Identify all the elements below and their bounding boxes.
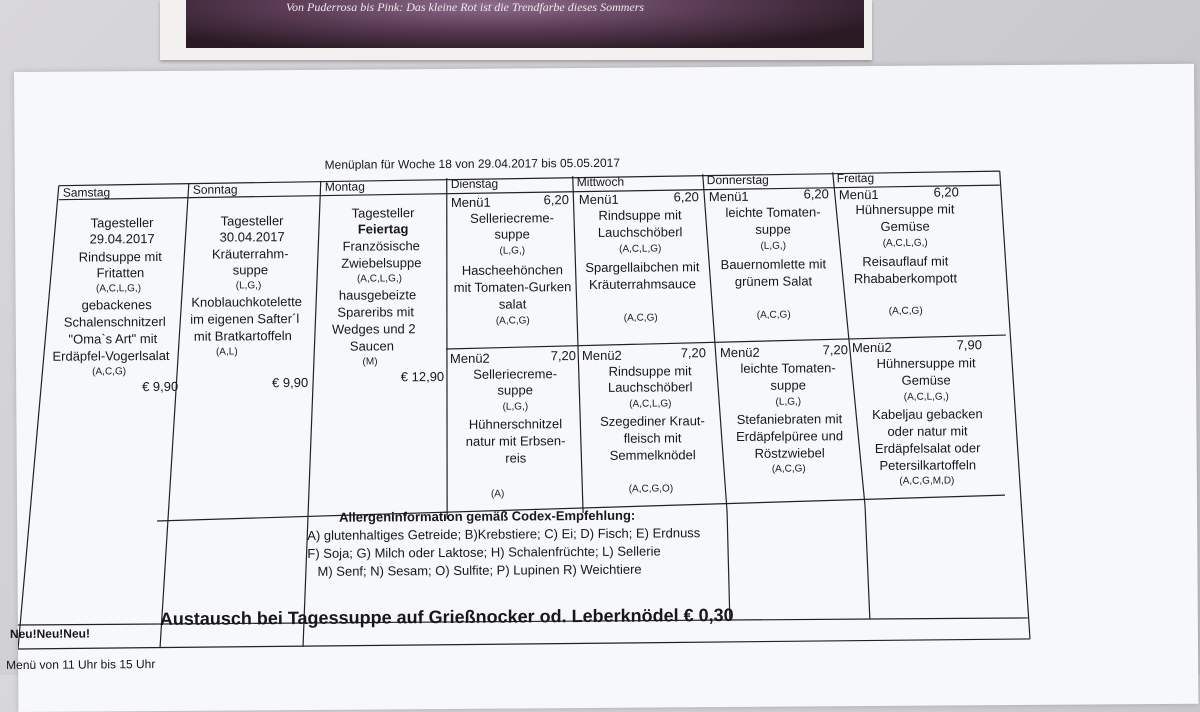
dienstag-menu2-allergens-soup: (L,G,) [502, 401, 529, 413]
freitag-menu1-line: Hühnersuppe mit [855, 201, 955, 218]
samstag-price: € 9,90 [141, 378, 179, 395]
donnerstag-menu1-main-line: Bauernomlette mit [720, 256, 827, 273]
samstag-main-line: Schalenschnitzerl [63, 313, 166, 330]
donnerstag-menu2-allergens-main: (A,C,G) [771, 463, 806, 475]
day-header-samstag: Samstag [62, 185, 111, 200]
donnerstag-menu1-allergens-main: (A,C,G) [756, 309, 791, 321]
montag-allergens-soup: (A,C,L,G,) [356, 273, 402, 285]
montag-main-line: Spareribs mit [337, 304, 415, 320]
freitag-menu2-allergens-main: (A,C,G,M,D) [899, 475, 955, 487]
dienstag-menu1-main-line: mit Tomaten-Gurken [453, 279, 572, 295]
donnerstag-menu2-line: suppe [770, 377, 806, 393]
new-label: Neu!Neu!Neu! [9, 626, 90, 642]
day-header-sonntag: Sonntag [192, 182, 238, 197]
allergen-info-line: A) glutenhaltiges Getreide; B)Krebstiere; C) Ei; D) Fisch; E) Erdnuss [307, 525, 701, 543]
freitag-menu2-price: 7,90 [956, 337, 982, 353]
freitag-menu1-line: Gemüse [880, 218, 930, 234]
opening-hours: Menü von 11 Uhr bis 15 Uhr [6, 657, 156, 673]
donnerstag-menu2-main-line: Erdäpfelpüree und [736, 428, 844, 444]
mittwoch-menu2-main-line: Szegediner Kraut- [600, 413, 705, 429]
samstag-date: 29.04.2017 [89, 231, 155, 247]
montag-holiday: Feiertag [357, 221, 409, 237]
montag-main-line: hausgebeizte [338, 287, 417, 303]
dienstag-menu1-line: suppe [494, 226, 530, 242]
donnerstag-menu2-allergens-soup: (L,G,) [775, 396, 802, 408]
magazine-cover-photo [186, 0, 864, 48]
mittwoch-menu2-line: Lauchschöberl [607, 379, 693, 395]
dienstag-menu1-main-line: Hascheehönchen [461, 262, 564, 278]
freitag-menu2-line: Hühnersuppe mit [876, 355, 976, 371]
dienstag-menu1-label: Menü1 [450, 194, 491, 210]
freitag-menu2-main-line: Kabeljau gebacken [872, 406, 983, 423]
dienstag-menu1-allergens-soup: (L,G,) [499, 245, 526, 257]
montag-price: € 12,90 [400, 369, 445, 385]
dienstag-menu2-price: 7,20 [550, 348, 577, 364]
allergen-info-line: F) Soja; G) Milch oder Laktose; H) Schalenfrüchte; L) Sellerie [307, 543, 661, 561]
samstag-soup-line: Rindsuppe mit [78, 248, 162, 265]
exchange-note: Austausch bei Tagessuppe auf Grießnocker od. Leberknödel € 0,30 [159, 604, 734, 629]
sonntag-main-line: mit Bratkartoffeln [193, 328, 292, 344]
freitag-menu2-line: Gemüse [901, 372, 951, 388]
mittwoch-menu2-main-line: fleisch mit [623, 430, 682, 446]
sonntag-date: 30.04.2017 [219, 229, 285, 245]
magazine [160, 0, 872, 60]
dienstag-menu2-main-line: reis [505, 450, 527, 466]
sonntag-main-line: im eigenen Safter´l [190, 311, 300, 327]
dienstag-menu2-line: Selleriecreme- [473, 366, 558, 382]
montag-allergens-main: (M) [362, 356, 378, 368]
dienstag-menu1-line: Selleriecreme- [470, 210, 554, 226]
magazine-headline: Von Puderrosa bis Pink: Das kleine Rot ist die Trendfarbe dieses Sommers [286, 0, 645, 14]
mittwoch-menu1-line: Lauchschöberl [597, 224, 683, 240]
freitag-menu2-allergens-soup: (A,C,L,G,) [903, 391, 949, 403]
dienstag-menu1-main-line: salat [498, 296, 527, 312]
freitag-menu1-main-line: Reisauflauf mit [862, 253, 949, 270]
freitag-menu2-label: Menü2 [851, 339, 892, 356]
sonntag-allergens-soup: (L,G,) [235, 280, 262, 292]
freitag-menu2-main-line: oder natur mit [887, 423, 968, 439]
donnerstag-menu2-label: Menü2 [719, 344, 760, 361]
dienstag-menu1-price: 6,20 [543, 192, 569, 208]
menu-title: Menüplan für Woche 18 von 29.04.2017 bis 05.05.2017 [324, 155, 621, 172]
mittwoch-menu2-allergens-soup: (A,C,L,G) [629, 398, 672, 410]
donnerstag-menu1-line: leichte Tomaten- [725, 204, 821, 221]
donnerstag-menu1-price: 6,20 [803, 186, 829, 202]
donnerstag-menu2-line: leichte Tomaten- [740, 360, 836, 376]
mittwoch-menu1-line: Rindsuppe mit [598, 207, 682, 223]
dienstag-menu2-label: Menü2 [449, 350, 490, 366]
day-header-donnerstag: Donnerstag [706, 172, 769, 188]
mittwoch-menu1-main-line: Spargellaibchen mit [585, 259, 700, 276]
montag-main-line: Wedges und 2 [331, 321, 416, 337]
freitag-menu1-main-line: Rhababerkompott [853, 270, 958, 287]
samstag-soup-line: Fritatten [96, 265, 145, 281]
mittwoch-menu2-allergens-main: (A,C,G,O) [628, 483, 674, 495]
donnerstag-menu1-label: Menü1 [708, 188, 749, 205]
dienstag-menu1-allergens-main: (A,C,G) [495, 315, 530, 327]
sonntag-label: Tagesteller [220, 213, 284, 229]
sonntag-soup-line: Kräuterrahm- [211, 246, 289, 262]
samstag-label: Tagesteller [90, 215, 154, 231]
day-header-freitag: Freitag [836, 170, 875, 186]
menu-sheet [6, 64, 1198, 712]
day-header-montag: Montag [324, 179, 365, 194]
donnerstag-menu2-price: 7,20 [822, 342, 849, 358]
mittwoch-menu2-main-line: Semmelknödel [609, 447, 696, 463]
samstag-allergens-main: (A,C,G) [92, 366, 127, 378]
mittwoch-menu2-line: Rindsuppe mit [608, 363, 692, 379]
dienstag-menu2-main-line: natur mit Erbsen- [465, 433, 566, 449]
donnerstag-menu1-line: suppe [755, 221, 791, 237]
mittwoch-menu1-price: 6,20 [673, 189, 699, 205]
dienstag-menu2-line: suppe [497, 382, 533, 398]
allergen-info-line: M) Senf; N) Sesam; O) Sulfite; P) Lupinen R) Weichtiere [317, 561, 642, 579]
donnerstag-menu1-allergens-soup: (L,G,) [760, 240, 787, 252]
samstag-main-line: "Oma`s Art" mit [68, 331, 158, 347]
freitag-menu1-allergens-soup: (A,C,L,G,) [882, 237, 928, 249]
mittwoch-menu1-allergens-soup: (A,C,L,G) [619, 243, 662, 255]
donnerstag-menu2-main-line: Röstzwiebel [754, 445, 825, 461]
mittwoch-menu1-label: Menü1 [578, 191, 619, 208]
samstag-allergens-soup: (A,C,L,G,) [95, 283, 142, 295]
sonntag-allergens-main: (A,L) [215, 346, 238, 358]
dienstag-menu2-main-line: Hühnerschnitzel [468, 416, 563, 432]
mittwoch-menu1-allergens-main: (A,C,G) [623, 312, 658, 324]
freitag-menu1-label: Menü1 [838, 186, 879, 203]
montag-label: Tagesteller [351, 205, 415, 221]
freitag-menu1-price: 6,20 [933, 184, 959, 200]
montag-soup-line: Zwiebelsuppe [341, 255, 422, 271]
day-header-dienstag: Dienstag [450, 176, 499, 191]
freitag-menu2-main-line: Erdäpfelsalat oder [874, 440, 981, 456]
mittwoch-menu1-main-line: Kräuterrahmsauce [588, 276, 697, 292]
donnerstag-menu1-main-line: grünem Salat [734, 273, 813, 289]
samstag-main-line: Erdäpfel-Vogerlsalat [52, 347, 170, 364]
sonntag-main-line: Knoblauchkotelette [191, 293, 302, 310]
donnerstag-menu2-main-line: Stefaniebraten mit [736, 411, 843, 427]
allergen-info-title: Allergeninformation gemäß Codex-Empfehlung: [339, 507, 636, 525]
montag-soup-line: Französische [342, 238, 420, 254]
mittwoch-menu2-price: 7,20 [680, 345, 707, 361]
day-header-mittwoch: Mittwoch [576, 174, 625, 190]
dienstag-menu2-allergens-main: (A) [490, 488, 505, 500]
samstag-main-line: gebackenes [81, 297, 152, 313]
freitag-menu2-main-line: Petersilkartoffeln [879, 457, 977, 473]
sonntag-soup-line: suppe [232, 262, 269, 278]
freitag-menu1-allergens-main: (A,C,G) [888, 305, 923, 317]
mittwoch-menu2-label: Menü2 [581, 347, 622, 364]
sonntag-price: € 9,90 [271, 374, 309, 391]
montag-main-line: Saucen [349, 338, 395, 354]
